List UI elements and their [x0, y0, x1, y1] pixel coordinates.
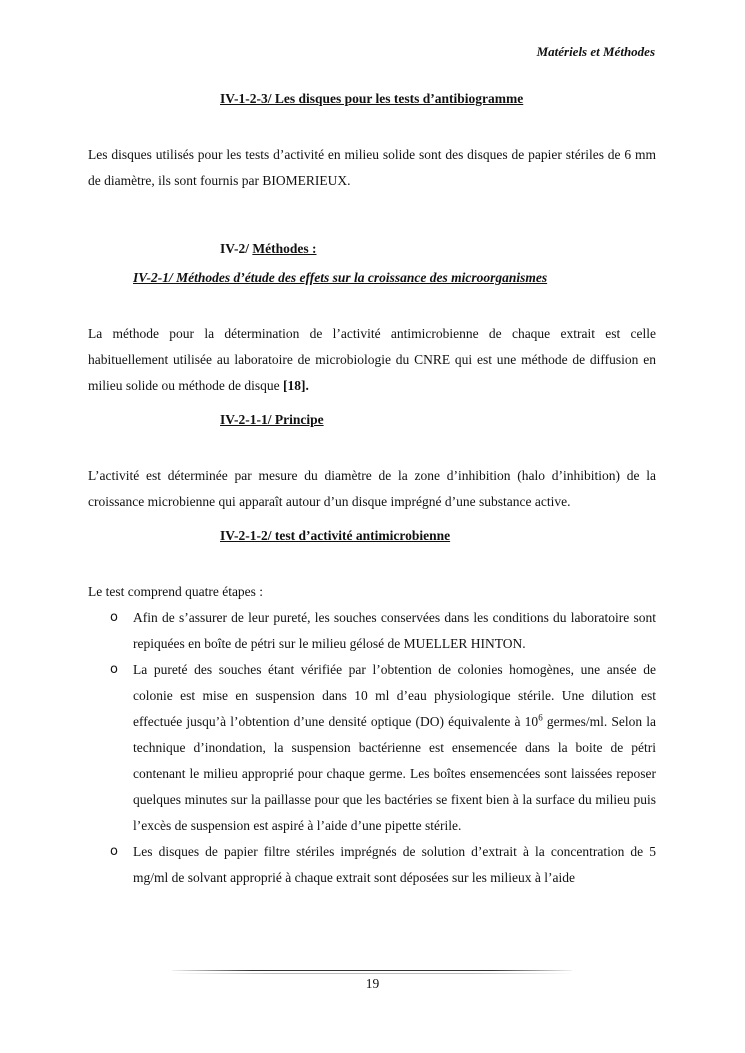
- page-number: 19: [365, 976, 380, 991]
- step-text: Les disques de papier filtre stériles imprégnés de solution d’extrait à la concentration de 5 mg/ml de solvant approprié à chaque extrait sont déposées sur les milieux à l’aide: [133, 844, 656, 885]
- section-heading-test: IV-2-1-2/ test d’activité antimicrobienne: [220, 528, 451, 543]
- test-steps-section: [88, 579, 656, 891]
- section-heading-disques: IV-1-2-3/ Les disques pour les tests d’antibiogramme: [220, 91, 524, 106]
- list-item: [88, 605, 656, 657]
- steps-list: [88, 605, 656, 891]
- section-heading-principe: IV-2-1-1/ Principe: [220, 412, 324, 427]
- heading-title: Méthodes :: [252, 241, 317, 256]
- reference-citation: [18].: [282, 378, 309, 393]
- step-text-part-a: La pureté des souches étant vérifiée par l’obtention de colonies homogènes, une ansée de colonie est mise en suspension dans 10 ml d’eau physiologique stérile. Une dilution est effectuée jusqu’à l’obtention d’une densité optique (DO) équivalente à 10: [133, 662, 656, 729]
- footer-divider-shadow: [172, 973, 572, 974]
- paragraph-disques: Les disques utilisés pour les tests d’activité en milieu solide sont des disques de papier stériles de 6 mm de diamètre, ils sont fournis par BIOMERIEUX.: [88, 147, 656, 188]
- exponent: 6: [538, 712, 543, 723]
- list-item: [88, 657, 656, 839]
- list-intro: Le test comprend quatre étapes :: [88, 584, 264, 599]
- bullet-icon: o: [110, 662, 118, 677]
- running-header: Matériels et Méthodes: [536, 44, 655, 59]
- footer-divider: [172, 970, 572, 971]
- step-text: Afin de s’assurer de leur pureté, les souches conservées dans les conditions du laboratoire sont repiquées en boîte de pétri sur le milieu gélosé de MUELLER HINTON.: [133, 610, 656, 651]
- paragraph-methodes: [88, 321, 656, 399]
- heading-number: IV-2/: [220, 241, 249, 256]
- bullet-icon: o: [110, 844, 118, 859]
- bullet-icon: o: [110, 610, 118, 625]
- step-text-part-b: germes/ml. Selon la technique d’inondation, la suspension bactérienne est ensemencée dans la boite de pétri contenant le milieu approprié pour chaque germe. Les boîtes ensemencées sont laissées reposer quelques minutes sur la paillasse pour que les bactéries se fixent bien à la surface du milieu puis l’excès de suspension est aspiré à l’aide d’une pipette stérile.: [133, 714, 656, 833]
- paragraph-principe: L’activité est déterminée par mesure du diamètre de la zone d’inhibition (halo d’inhibition) de la croissance microbienne qui apparaît autour d’un disque imprégné d’une substance active.: [88, 468, 656, 509]
- subsection-heading-methodes: IV-2-1/ Méthodes d’étude des effets sur la croissance des microorganismes: [133, 270, 548, 285]
- methodes-text: La méthode pour la détermination de l’activité antimicrobienne de chaque extrait est celle habituellement utilisée au laboratoire de microbiologie du CNRE qui est une méthode de diffusion en milieu solide ou méthode de disque: [88, 326, 656, 393]
- section-heading-methodes: [220, 241, 317, 257]
- list-item: [88, 839, 656, 891]
